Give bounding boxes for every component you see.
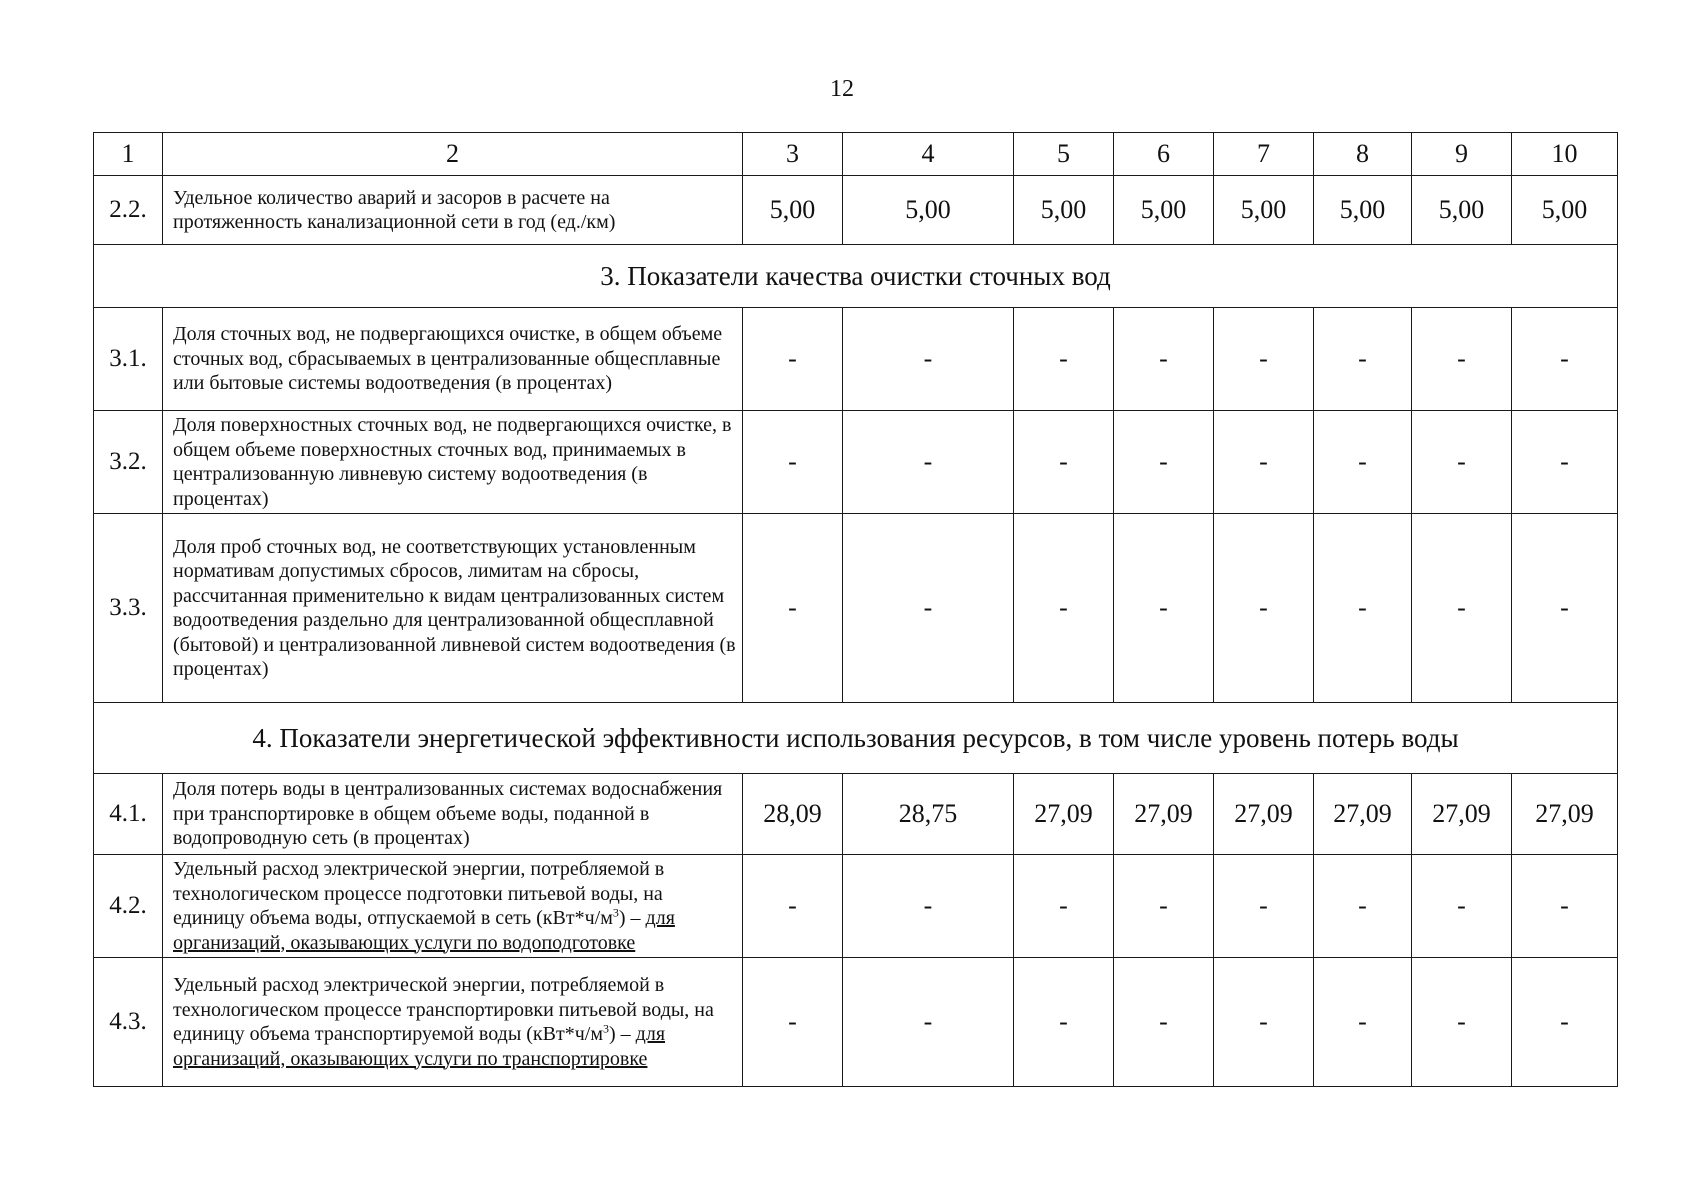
description-text: Удельный расход электрической энергии, потребляемой в технологическом процессе подготовки питьевой воды, на единицу объема воды, отпускаемой в сеть (кВт*ч/м — [173, 858, 665, 929]
table-row — [94, 855, 1618, 958]
header-cell-7: 7 — [1214, 133, 1314, 176]
value-cell: - — [843, 308, 1014, 411]
value-cell: 5,00 — [1512, 176, 1618, 245]
value-cell: 27,09 — [1114, 774, 1214, 855]
value-cell: 5,00 — [1114, 176, 1214, 245]
page-number: 12 — [830, 76, 854, 102]
value-cell: - — [843, 411, 1014, 514]
header-cell-8: 8 — [1314, 133, 1412, 176]
value-cell: - — [1014, 514, 1114, 703]
value-cell: - — [1314, 308, 1412, 411]
description-underlined: для организаций, оказывающих услуги по транспортировке — [173, 1023, 666, 1070]
section-heading-row — [94, 703, 1618, 774]
value-cell: 5,00 — [743, 176, 843, 245]
unit-superscript: 3 — [612, 905, 619, 920]
row-description: Доля проб сточных вод, не соответствующих установленным нормативам допустимых сбросов, лимитам на сбросы, рассчитанная применительно к видам централизованных систем водоотведения раздельно для централизованной общесплавной (бытовой) и централизованной ливневой систем водоотведения (в процентах) — [163, 514, 743, 703]
row-description: Доля потерь воды в централизованных системах водоснабжения при транспортировке в общем объеме воды, поданной в водопроводную сеть (в процентах) — [163, 774, 743, 855]
value-cell: - — [1014, 855, 1114, 958]
unit-superscript: 3 — [603, 1021, 609, 1036]
value-cell: 5,00 — [1314, 176, 1412, 245]
value-cell: - — [1214, 411, 1314, 514]
row-number: 3.3. — [94, 514, 163, 703]
value-cell: - — [1014, 958, 1114, 1087]
header-cell-4: 4 — [843, 133, 1014, 176]
description-dash: ) – — [609, 1023, 636, 1045]
section-heading-row — [94, 245, 1618, 308]
value-cell: - — [1314, 411, 1412, 514]
value-cell: - — [1412, 958, 1512, 1087]
row-number: 2.2. — [94, 176, 163, 245]
row-description: Доля поверхностных сточных вод, не подвергающихся очистке, в общем объеме поверхностных сточных вод, принимаемых в централизованную ливневую систему водоотведения (в процентах) — [163, 411, 743, 514]
value-cell: - — [1512, 958, 1618, 1087]
description-dash: ) – — [618, 907, 646, 929]
value-cell: - — [1512, 308, 1618, 411]
value-cell: 27,09 — [1412, 774, 1512, 855]
header-cell-10: 10 — [1512, 133, 1618, 176]
row-description — [163, 958, 743, 1087]
value-cell: - — [1512, 411, 1618, 514]
header-cell-6: 6 — [1114, 133, 1214, 176]
value-cell: - — [743, 411, 843, 514]
value-cell: - — [1214, 855, 1314, 958]
row-number: 4.3. — [94, 958, 163, 1087]
value-cell: 27,09 — [1314, 774, 1412, 855]
row-description: Доля сточных вод, не подвергающихся очистке, в общем объеме сточных вод, сбрасываемых в централизованные общесплавные или бытовые системы водоотведения (в процентах) — [163, 308, 743, 411]
value-cell: - — [843, 855, 1014, 958]
value-cell: - — [1214, 308, 1314, 411]
header-cell-5: 5 — [1014, 133, 1114, 176]
value-cell: - — [743, 514, 843, 703]
description-text: Удельный расход электрической энергии, потребляемой в технологическом процессе транспортировки питьевой воды, на единицу объема транспортируемой воды (кВт*ч/м — [173, 974, 714, 1045]
value-cell: - — [1114, 514, 1214, 703]
value-cell: - — [1114, 308, 1214, 411]
value-cell: - — [1214, 958, 1314, 1087]
header-cell-2: 2 — [163, 133, 743, 176]
value-cell: 28,75 — [843, 774, 1014, 855]
description-underlined: для организаций, оказывающих услуги по водоподготовке — [173, 907, 675, 954]
value-cell: - — [1412, 514, 1512, 703]
value-cell: - — [1512, 855, 1618, 958]
value-cell: 27,09 — [1214, 774, 1314, 855]
value-cell: - — [1412, 411, 1512, 514]
value-cell: - — [843, 958, 1014, 1087]
value-cell: 5,00 — [843, 176, 1014, 245]
value-cell: 5,00 — [1412, 176, 1512, 245]
section-heading-3: 3. Показатели качества очистки сточных вод — [94, 245, 1618, 308]
value-cell: 27,09 — [1014, 774, 1114, 855]
row-description: Удельное количество аварий и засоров в расчете на протяженность канализационной сети в год (ед./км) — [163, 176, 743, 245]
table-row — [94, 176, 1618, 245]
value-cell: - — [843, 514, 1014, 703]
row-number: 4.1. — [94, 774, 163, 855]
row-description — [163, 855, 743, 958]
value-cell: - — [1412, 855, 1512, 958]
header-cell-3: 3 — [743, 133, 843, 176]
table-row — [94, 308, 1618, 411]
value-cell: - — [1314, 514, 1412, 703]
header-cell-9: 9 — [1412, 133, 1512, 176]
value-cell: - — [1314, 855, 1412, 958]
value-cell: - — [1512, 514, 1618, 703]
value-cell: 5,00 — [1014, 176, 1114, 245]
value-cell: - — [743, 855, 843, 958]
value-cell: - — [743, 958, 843, 1087]
row-number: 3.1. — [94, 308, 163, 411]
value-cell: 27,09 — [1512, 774, 1618, 855]
value-cell: - — [1114, 958, 1214, 1087]
value-cell: - — [1114, 411, 1214, 514]
value-cell: - — [1114, 855, 1214, 958]
header-cell-1: 1 — [94, 133, 163, 176]
table-row — [94, 514, 1618, 703]
value-cell: - — [1014, 308, 1114, 411]
value-cell: 5,00 — [1214, 176, 1314, 245]
value-cell: 28,09 — [743, 774, 843, 855]
table-row — [94, 411, 1618, 514]
header-row — [94, 133, 1618, 176]
value-cell: - — [1412, 308, 1512, 411]
table-row — [94, 958, 1618, 1087]
row-number: 4.2. — [94, 855, 163, 958]
section-heading-4: 4. Показатели энергетической эффективности использования ресурсов, в том числе уровень потерь воды — [94, 703, 1618, 774]
table-row — [94, 774, 1618, 855]
value-cell: - — [1014, 411, 1114, 514]
value-cell: - — [1314, 958, 1412, 1087]
row-number: 3.2. — [94, 411, 163, 514]
value-cell: - — [1214, 514, 1314, 703]
value-cell: - — [743, 308, 843, 411]
indicators-table — [93, 132, 1618, 1087]
